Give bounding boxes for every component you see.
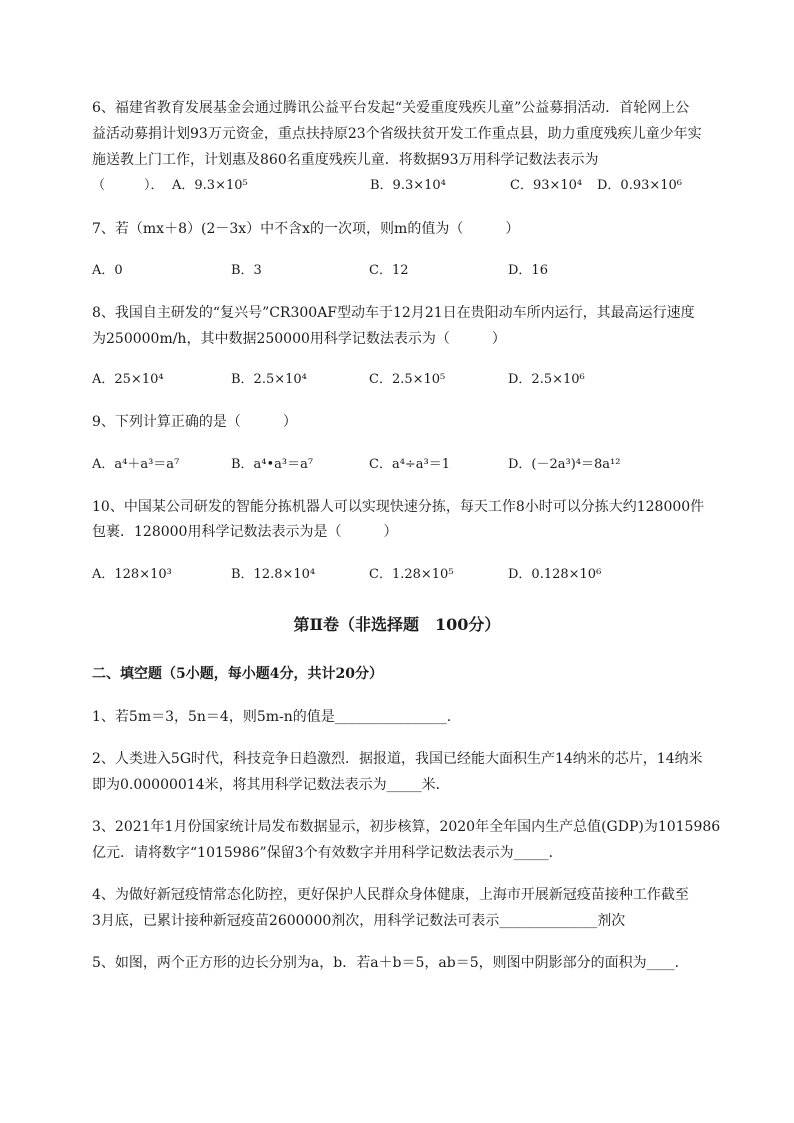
- fill-q3-line2: 亿元．请将数字“1015986”保留3个有效数字并用科学记数法表示为_____．: [92, 845, 563, 861]
- section-title: 第Ⅱ卷（非选择题 100分）: [293, 615, 501, 634]
- q9-option-c: C．a⁴÷a³＝1: [369, 457, 451, 472]
- q6-option-c: C．93×10⁴: [510, 178, 583, 193]
- q7-text: 7、若（mx＋8）(2－3x）中不含x的一次项，则m的值为（ ）: [92, 221, 520, 237]
- fill-q2-line1: 2、人类进入5G时代，科技竞争日趋激烈．据报道，我国已经能大面积生产14纳米的芯片，14纳米: [92, 751, 703, 767]
- q10-option-b: B．12.8×10⁴: [231, 567, 316, 582]
- q9-option-a: A．a⁴＋a³＝a⁷: [92, 457, 180, 472]
- q8-option-c: C．2.5×10⁵: [369, 372, 446, 387]
- fill-q4-line2: 3月底，已累计接种新冠疫苗2600000剂次，用科学记数法可表示______________剂次: [92, 913, 626, 929]
- q7-option-d: D．16: [508, 263, 548, 278]
- q6-option-a: A．9.3×10⁵: [172, 178, 248, 193]
- fill-q2-line2: 即为0.00000014米，将其用科学记数法表示为_____米．: [92, 777, 450, 793]
- q8-option-d: D．2.5×10⁶: [508, 372, 585, 387]
- q9-option-b: B．a⁴•a³＝a⁷: [231, 457, 314, 472]
- fill-q1: 1、若5m＝3，5n＝4，则5m-n的值是________________.: [92, 709, 452, 725]
- q6-options: [92, 176, 712, 196]
- q8-options: [92, 370, 612, 390]
- fill-q3-line1: 3、2021年1月份国家统计局发布数据显示，初步核算，2020年全年国内生产总值(GDP)为1015986: [92, 819, 721, 835]
- q8-option-a: A．25×10⁴: [92, 372, 164, 387]
- q10-option-a: A．128×10³: [92, 567, 172, 582]
- q6-paren: （ ）．: [92, 178, 164, 193]
- q9-options: [92, 455, 652, 475]
- q10-options: [92, 565, 632, 585]
- fill-q4-line1: 4、为做好新冠疫情常态化防控，更好保护人民群众身体健康，上海市开展新冠疫苗接种工作截至: [92, 887, 689, 903]
- q7-option-b: B．3: [231, 263, 262, 278]
- q10-line2: 包裹．128000用科学记数法表示为是（ ）: [92, 524, 398, 540]
- q6-option-b: B．9.3×10⁴: [370, 178, 446, 193]
- q6-line3: 施送教上门工作，计划惠及860名重度残疾儿童．将数据93万用科学记数法表示为: [92, 152, 599, 168]
- q10-option-d: D．0.128×10⁶: [508, 567, 602, 582]
- fill-q5: 5、如图，两个正方形的边长分别为a，b．若a＋b＝5，ab＝5，则图中阴影部分的面积为____．: [92, 955, 689, 971]
- q9-option-d: D．(－2a³)⁴＝8a¹²: [508, 457, 621, 472]
- q6-line1: 6、福建省教育发展基金会通过腾讯公益平台发起“关爱重度残疾儿童”公益募捐活动．首轮网上公: [92, 100, 690, 116]
- q7-option-c: C．12: [369, 263, 409, 278]
- fill-blank-heading: 二、填空题（5小题，每小题4分，共计20分）: [92, 666, 383, 682]
- q8-line2: 为250000m/h，其中数据250000用科学记数法表示为（ ）: [92, 331, 506, 347]
- q9-text: 9、下列计算正确的是（ ）: [92, 414, 297, 430]
- q10-option-c: C．1.28×10⁵: [369, 567, 454, 582]
- q8-line1: 8、我国自主研发的“复兴号”CR300AF型动车于12月21日在贵阳动车所内运行，其最高运行速度: [92, 305, 695, 321]
- q6-line2: 益活动募捐计划93万元资金，重点扶持原23个省级扶贫开发工作重点县，助力重度残疾儿童少年实: [92, 126, 702, 142]
- q6-option-d: D．0.93×10⁶: [597, 178, 683, 193]
- q8-option-b: B．2.5×10⁴: [231, 372, 307, 387]
- q10-line1: 10、中国某公司研发的智能分拣机器人可以实现快速分拣，每天工作8小时可以分拣大约128000件: [92, 499, 705, 515]
- q7-option-a: A．0: [92, 263, 123, 278]
- q7-options: [92, 261, 572, 281]
